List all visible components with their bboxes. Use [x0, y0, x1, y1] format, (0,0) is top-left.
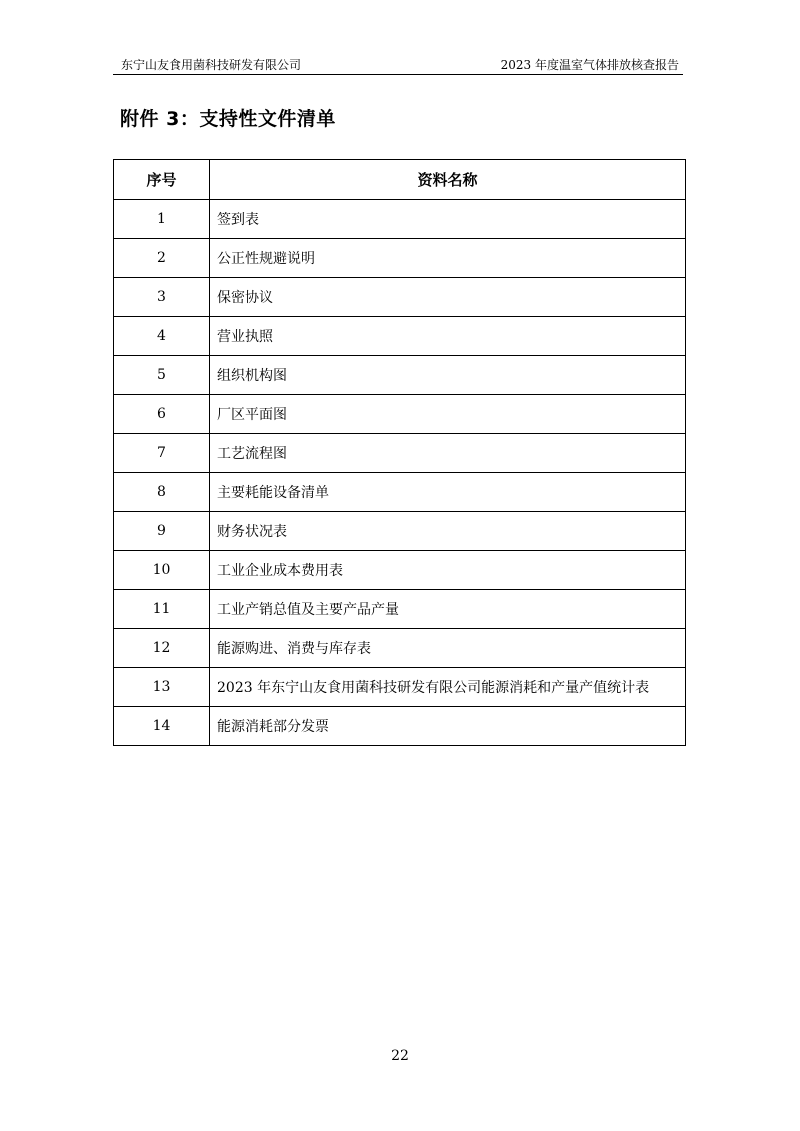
row-number: 6: [114, 395, 210, 434]
row-number: 7: [114, 434, 210, 473]
row-document-name: 工业企业成本费用表: [210, 551, 686, 590]
page-title: 附件 3：支持性文件清单: [120, 108, 336, 130]
row-document-name: 2023 年东宁山友食用菌科技研发有限公司能源消耗和产量产值统计表: [210, 668, 686, 707]
row-number: 14: [114, 707, 210, 746]
supporting-documents-table: [113, 159, 686, 746]
row-document-name: 主要耗能设备清单: [210, 473, 686, 512]
row-document-name: 签到表: [210, 200, 686, 239]
row-number: 13: [114, 668, 210, 707]
row-document-name: 能源消耗部分发票: [210, 707, 686, 746]
row-document-name: 组织机构图: [210, 356, 686, 395]
row-document-name: 工业产销总值及主要产品产量: [210, 590, 686, 629]
row-number: 9: [114, 512, 210, 551]
table-row: [114, 668, 686, 707]
table-row: [114, 317, 686, 356]
row-number: 2: [114, 239, 210, 278]
row-number: 5: [114, 356, 210, 395]
table-row: [114, 434, 686, 473]
table-row: [114, 512, 686, 551]
row-number: 3: [114, 278, 210, 317]
row-document-name: 财务状况表: [210, 512, 686, 551]
row-number: 11: [114, 590, 210, 629]
table-row: [114, 707, 686, 746]
table-row: [114, 278, 686, 317]
table-row: [114, 239, 686, 278]
column-header-number: 序号: [114, 160, 210, 200]
row-document-name: 能源购进、消费与库存表: [210, 629, 686, 668]
row-document-name: 营业执照: [210, 317, 686, 356]
row-document-name: 公正性规避说明: [210, 239, 686, 278]
table-row: [114, 551, 686, 590]
row-number: 8: [114, 473, 210, 512]
row-document-name: 保密协议: [210, 278, 686, 317]
column-header-name: 资料名称: [210, 160, 686, 200]
header-report-title: 2023 年度温室气体排放核查报告: [500, 58, 679, 72]
row-number: 4: [114, 317, 210, 356]
page-number: 22: [391, 1048, 409, 1064]
page-header: [113, 56, 683, 75]
row-number: 12: [114, 629, 210, 668]
table-row: [114, 395, 686, 434]
table-row: [114, 590, 686, 629]
table-row: [114, 473, 686, 512]
table-row: [114, 629, 686, 668]
table-header-row: [114, 160, 686, 200]
table-row: [114, 200, 686, 239]
row-document-name: 厂区平面图: [210, 395, 686, 434]
row-document-name: 工艺流程图: [210, 434, 686, 473]
header-company-name: 东宁山友食用菌科技研发有限公司: [121, 58, 302, 72]
row-number: 1: [114, 200, 210, 239]
row-number: 10: [114, 551, 210, 590]
table-row: [114, 356, 686, 395]
